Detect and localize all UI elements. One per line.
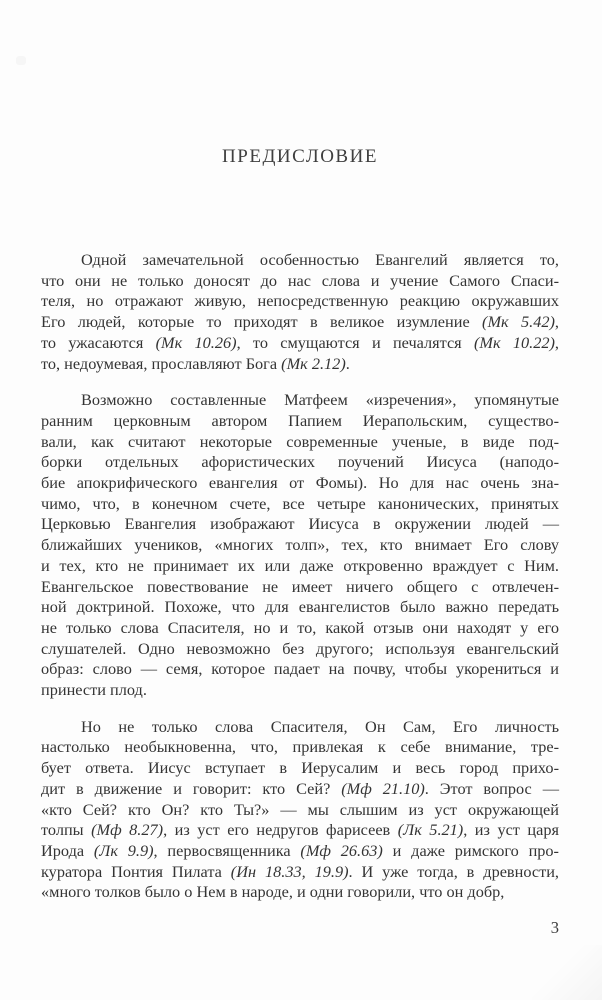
paragraph: [41, 250, 559, 374]
text-line: образ: слово — семя, которое падает на почву, чтобы укорениться и: [41, 659, 559, 679]
text-line: и тех, кто не принимает их или даже откровенно враждует с Ним.: [41, 555, 559, 575]
text-line: то ужасаются (Мк 10.26), то смущаются и печалятся (Мк 10.22),: [41, 332, 559, 352]
text-line: то, недоумевая, прославляют Бога (Мк 2.12).: [41, 353, 350, 373]
text-line: не только слова Спасителя, но и то, какой отзыв они находят у его: [41, 617, 559, 637]
text-line: слушателей. Одно невозможно без другого; используя евангельский: [41, 638, 559, 658]
text-line: куратора Понтия Пилата (Ин 18.33, 19.9). И уже тогда, в древности,: [41, 861, 560, 881]
scripture-reference: (Мк 10.26): [155, 332, 237, 352]
text-line: Церковью Евангелия изображают Иисуса в окружении людей —: [41, 514, 559, 534]
text-line: настолько необыкновенна, что, привлекая к себе внимание, тре-: [41, 737, 559, 757]
text-line: борки отдельных афористических поучений Иисуса (наподо-: [41, 452, 559, 472]
scan-corner-shadow: [532, 945, 602, 1000]
paragraph: [41, 717, 559, 903]
scripture-reference: (Мк 2.12): [281, 353, 346, 373]
text-line: бует ответа. Иисус вступает в Иерусалим и весь город прихо-: [41, 758, 559, 778]
text-line: дит в движение и говорит: кто Сей? (Мф 21.10). Этот вопрос —: [41, 778, 559, 798]
scripture-reference: (Мф 21.10): [341, 778, 425, 798]
text-line: чимо, что, в конечном счете, все четыре канонических, принятых: [41, 493, 559, 513]
text-line: принести плод.: [41, 680, 147, 700]
page-number: 3: [550, 918, 559, 937]
scripture-reference: (Мк 5.42): [482, 312, 555, 332]
text-line: Но не только слова Спасителя, Он Сам, Его личность: [81, 716, 559, 736]
text-line: ранним церковным автором Папием Иерапольским, существо-: [41, 410, 559, 430]
text-line: Евангельское повествование не имеет ничего общего с отвлечен-: [41, 576, 559, 596]
body-text: [41, 250, 559, 919]
text-line: теля, но отражают живую, непосредственную реакцию окружавших: [41, 291, 559, 311]
text-line: ной доктриной. Похоже, что для евангелистов было важно передать: [41, 597, 559, 617]
text-line: толпы (Мф 8.27), из уст его недругов фарисеев (Лк 5.21), из уст царя: [41, 820, 559, 840]
text-line: «много толков было о Нем в народе, и одни говорили, что он добр,: [41, 882, 505, 902]
text-line: вали, как считают некоторые современные ученые, в виде под-: [41, 431, 559, 451]
text-line: «кто Сей? кто Он? кто Ты?» — мы слышим из уст окружающей: [41, 799, 559, 819]
scripture-reference: (Мф 26.63): [300, 840, 383, 860]
scan-smudge: [16, 56, 26, 65]
scripture-reference: (Мк 10.22): [473, 332, 555, 352]
paragraph: [41, 390, 559, 701]
text-line: Ирода (Лк 9.9), первосвященника (Мф 26.63) и даже римского про-: [41, 840, 559, 860]
text-line: Его людей, которые то приходят в великое изумление (Мк 5.42),: [41, 312, 559, 332]
text-line: ближайших учеников, «многих толп», тех, кто внимает Его слову: [41, 535, 559, 555]
text-line: что они не только доносят до нас слова и учение Самого Спаси-: [41, 270, 559, 290]
scripture-reference: (Лк 5.21): [397, 820, 464, 840]
scripture-reference: (Ин 18.33, 19.9): [230, 861, 349, 881]
page-title: ПРЕДИСЛОВИЕ: [222, 146, 378, 167]
scripture-reference: (Мф 8.27): [91, 820, 164, 840]
text-line: Одной замечательной особенностью Евангелий является то,: [81, 250, 559, 269]
scripture-reference: (Лк 9.9): [93, 840, 154, 860]
text-line: бие апокрифического евангелия от Фомы). Но для нас очень зна-: [41, 473, 559, 493]
text-line: Возможно составленные Матфеем «изречения», упомянутые: [81, 390, 559, 410]
